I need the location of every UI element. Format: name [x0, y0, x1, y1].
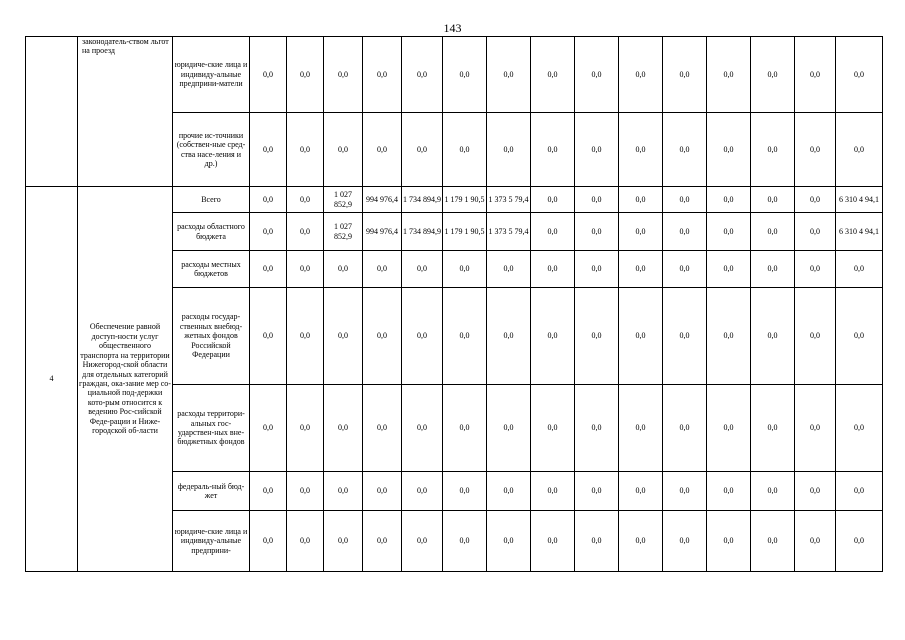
value-cell: 1 179 1 90,5	[443, 187, 487, 213]
value-cell: 0,0	[619, 213, 663, 251]
value-cell: 0,0	[487, 37, 531, 113]
value-cell: 0,0	[707, 113, 751, 187]
value-cell: 0,0	[443, 288, 487, 385]
funding-source-cell: федераль-ный бюд-жет	[173, 472, 250, 511]
value-cell: 0,0	[250, 288, 287, 385]
value-cell: 0,0	[795, 213, 836, 251]
value-cell: 0,0	[619, 187, 663, 213]
value-cell: 0,0	[324, 288, 363, 385]
value-cell: 0,0	[795, 511, 836, 572]
value-cell: 0,0	[324, 251, 363, 288]
value-cell: 0,0	[250, 113, 287, 187]
value-cell: 0,0	[707, 511, 751, 572]
value-cell: 0,0	[287, 511, 324, 572]
value-cell: 0,0	[836, 113, 883, 187]
value-cell: 0,0	[287, 472, 324, 511]
value-cell: 0,0	[487, 385, 531, 472]
value-cell: 0,0	[575, 472, 619, 511]
value-cell: 0,0	[402, 472, 443, 511]
value-cell: 1 179 1 90,5	[443, 213, 487, 251]
value-cell: 0,0	[531, 113, 575, 187]
value-cell: 0,0	[575, 213, 619, 251]
item-number-cell: 4	[26, 187, 78, 572]
value-cell: 0,0	[531, 37, 575, 113]
value-cell: 0,0	[836, 37, 883, 113]
value-cell: 0,0	[363, 37, 402, 113]
value-cell: 0,0	[663, 113, 707, 187]
value-cell: 0,0	[402, 37, 443, 113]
value-cell: 0,0	[836, 288, 883, 385]
value-cell: 6 310 4 94,1	[836, 187, 883, 213]
value-cell: 0,0	[619, 288, 663, 385]
value-cell: 0,0	[707, 385, 751, 472]
funding-source-cell: расходы территори-альных гос-ударствен-ных вне-бюджетных фондов	[173, 385, 250, 472]
value-cell: 994 976,4	[363, 213, 402, 251]
value-cell: 0,0	[287, 251, 324, 288]
value-cell: 0,0	[443, 37, 487, 113]
value-cell: 994 976,4	[363, 187, 402, 213]
funding-source-cell: Всего	[173, 187, 250, 213]
value-cell: 0,0	[443, 113, 487, 187]
value-cell: 0,0	[575, 511, 619, 572]
value-cell: 0,0	[250, 37, 287, 113]
value-cell: 0,0	[663, 251, 707, 288]
value-cell: 0,0	[402, 511, 443, 572]
funding-source-cell: юридиче-ские лица и индивиду-альные предприни-матели	[173, 37, 250, 113]
value-cell: 0,0	[707, 472, 751, 511]
value-cell: 0,0	[287, 385, 324, 472]
value-cell: 0,0	[363, 288, 402, 385]
value-cell: 0,0	[663, 511, 707, 572]
value-cell: 0,0	[363, 472, 402, 511]
value-cell: 0,0	[287, 113, 324, 187]
page-number: 143	[443, 21, 462, 35]
value-cell: 0,0	[402, 288, 443, 385]
value-cell: 0,0	[531, 251, 575, 288]
value-cell: 0,0	[836, 472, 883, 511]
value-cell: 0,0	[531, 472, 575, 511]
value-cell: 0,0	[363, 251, 402, 288]
value-cell: 0,0	[795, 251, 836, 288]
value-cell: 0,0	[443, 385, 487, 472]
item-name-cell: Обеспечение равной доступ-ности услуг общественного транспорта на территории Нижегород-ской области для отдельных категорий граждан, ока-зание мер со-циальной под-держки кото-рым относится к ведению Рос-сийской Феде-рации и Ниже-городской об-ласти	[78, 187, 173, 572]
value-cell: 0,0	[751, 251, 795, 288]
value-cell: 0,0	[324, 113, 363, 187]
value-cell: 0,0	[836, 385, 883, 472]
value-cell: 0,0	[751, 187, 795, 213]
value-cell: 0,0	[707, 213, 751, 251]
value-cell: 0,0	[663, 385, 707, 472]
value-cell: 0,0	[363, 385, 402, 472]
value-cell: 0,0	[250, 251, 287, 288]
value-cell: 0,0	[795, 288, 836, 385]
value-cell: 0,0	[443, 511, 487, 572]
value-cell: 0,0	[531, 511, 575, 572]
value-cell: 0,0	[402, 251, 443, 288]
value-cell: 0,0	[575, 385, 619, 472]
value-cell: 0,0	[363, 113, 402, 187]
value-cell: 0,0	[751, 511, 795, 572]
value-cell: 0,0	[707, 37, 751, 113]
value-cell: 0,0	[531, 187, 575, 213]
value-cell: 1 373 5 79,4	[487, 213, 531, 251]
value-cell: 0,0	[663, 472, 707, 511]
value-cell: 0,0	[751, 472, 795, 511]
value-cell: 1 027 852,9	[324, 187, 363, 213]
value-cell: 0,0	[250, 472, 287, 511]
funding-source-cell: юридиче-ские лица и индивиду-альные предприни-	[173, 511, 250, 572]
value-cell: 0,0	[619, 37, 663, 113]
value-cell: 0,0	[795, 187, 836, 213]
value-cell: 0,0	[619, 472, 663, 511]
value-cell: 0,0	[663, 187, 707, 213]
value-cell: 0,0	[250, 213, 287, 251]
value-cell: 0,0	[363, 511, 402, 572]
value-cell: 0,0	[836, 511, 883, 572]
value-cell: 0,0	[751, 37, 795, 113]
value-cell: 0,0	[250, 187, 287, 213]
value-cell: 0,0	[795, 113, 836, 187]
value-cell: 0,0	[324, 385, 363, 472]
value-cell: 0,0	[531, 213, 575, 251]
value-cell: 0,0	[795, 37, 836, 113]
item-number-cell	[26, 37, 78, 187]
value-cell: 0,0	[751, 213, 795, 251]
value-cell: 0,0	[663, 37, 707, 113]
value-cell: 0,0	[751, 113, 795, 187]
value-cell: 1 734 894,9	[402, 213, 443, 251]
value-cell: 0,0	[795, 472, 836, 511]
value-cell: 0,0	[575, 37, 619, 113]
value-cell: 0,0	[707, 251, 751, 288]
value-cell: 0,0	[287, 213, 324, 251]
value-cell: 0,0	[250, 511, 287, 572]
value-cell: 0,0	[531, 288, 575, 385]
value-cell: 0,0	[751, 385, 795, 472]
value-cell: 0,0	[287, 187, 324, 213]
value-cell: 0,0	[619, 511, 663, 572]
value-cell: 6 310 4 94,1	[836, 213, 883, 251]
item-name-cell: законодатель-ством льгот на проезд	[78, 37, 173, 187]
funding-source-cell: расходы местных бюджетов	[173, 251, 250, 288]
value-cell: 0,0	[324, 511, 363, 572]
value-cell: 0,0	[324, 37, 363, 113]
value-cell: 0,0	[663, 288, 707, 385]
value-cell: 0,0	[487, 251, 531, 288]
value-cell: 0,0	[575, 187, 619, 213]
value-cell: 0,0	[619, 251, 663, 288]
value-cell: 0,0	[287, 288, 324, 385]
value-cell: 1 027 852,9	[324, 213, 363, 251]
value-cell: 0,0	[487, 288, 531, 385]
value-cell: 0,0	[443, 472, 487, 511]
value-cell: 0,0	[707, 288, 751, 385]
value-cell: 1 373 5 79,4	[487, 187, 531, 213]
value-cell: 0,0	[487, 511, 531, 572]
table-row	[26, 37, 883, 113]
value-cell: 0,0	[324, 472, 363, 511]
value-cell: 0,0	[250, 385, 287, 472]
value-cell: 0,0	[575, 288, 619, 385]
value-cell: 0,0	[575, 251, 619, 288]
value-cell: 0,0	[287, 37, 324, 113]
funding-source-cell: прочие ис-точники (собствен-ные сред-ства насе-ления и др.)	[173, 113, 250, 187]
value-cell: 0,0	[619, 385, 663, 472]
value-cell: 0,0	[487, 472, 531, 511]
table-row	[26, 187, 883, 213]
value-cell: 0,0	[402, 385, 443, 472]
value-cell: 0,0	[663, 213, 707, 251]
value-cell: 0,0	[531, 385, 575, 472]
budget-table	[25, 36, 883, 572]
funding-source-cell: расходы государ-ственных внебюд-жетных фондов Российской Федерации	[173, 288, 250, 385]
value-cell: 0,0	[707, 187, 751, 213]
value-cell: 0,0	[795, 385, 836, 472]
value-cell: 0,0	[751, 288, 795, 385]
value-cell: 0,0	[575, 113, 619, 187]
funding-source-cell: расходы областного бюджета	[173, 213, 250, 251]
value-cell: 0,0	[619, 113, 663, 187]
value-cell: 0,0	[443, 251, 487, 288]
value-cell: 1 734 894,9	[402, 187, 443, 213]
value-cell: 0,0	[487, 113, 531, 187]
value-cell: 0,0	[836, 251, 883, 288]
value-cell: 0,0	[402, 113, 443, 187]
